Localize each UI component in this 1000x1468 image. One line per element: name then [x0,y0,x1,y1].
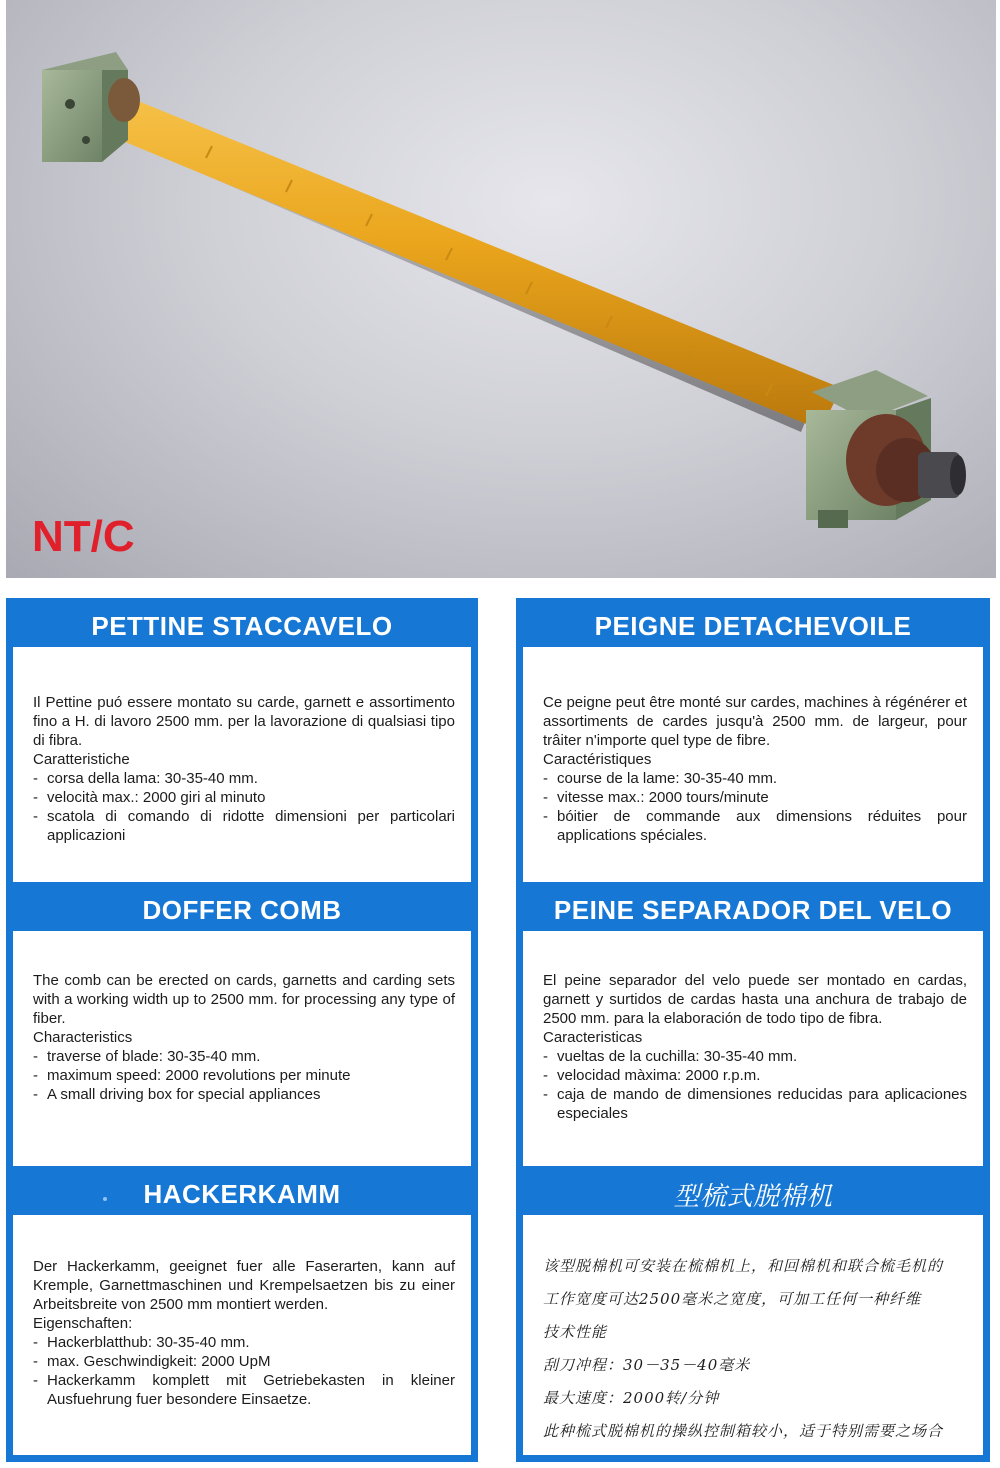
list-item: - velocidad màxima: 2000 r.p.m. [543,1066,967,1085]
list-item: - velocità max.: 2000 giri al minuto [33,788,455,807]
model-label: NT/C [32,512,135,561]
handwritten-line: 此种梳式脱棉机的操纵控制箱较小，适于特别需要之场合 [543,1422,944,1440]
panel-title: 型梳式脱棉机 [523,1173,983,1215]
decorative-dot [103,1197,107,1201]
panel-spanish [516,882,990,1174]
characteristics-heading: Caratteristiche [33,751,130,768]
left-bracket [42,52,140,162]
list-item: - A small driving box for special appliances [33,1085,455,1104]
list-item: - vueltas de la cuchilla: 30-35-40 mm. [543,1047,967,1066]
list-item: - Hackerkamm komplett mit Getriebekasten in kleiner Ausfuehrung fuer besondere Einsaetze. [33,1371,455,1409]
handwritten-line: 最大速度：2000转/分钟 [543,1389,720,1407]
list-item: - max. Geschwindigkeit: 2000 UpM [33,1352,455,1371]
panel-body [33,971,455,1104]
panel-italian [6,598,478,890]
panel-intro: Ce peigne peut être monté sur cardes, machines à régénérer et assortiments de cardes jusqu'à 2500 mm. de largeur, pour trâiter n'importe quel type de fibre. [543,694,967,749]
right-gearbox [806,370,966,528]
panel-title: HACKERKAMM [13,1173,471,1215]
characteristics-heading: Characteristics [33,1029,133,1046]
panel-intro: Il Pettine puó essere montato su carde, garnett e assortimento fino a H. di lavoro 2500 mm. per la lavorazione di qualsiasi tipo di fibra. [33,694,455,749]
panel-intro: The comb can be erected on cards, garnetts and carding sets with a working width up to 2500 mm. for processing any type of fiber. [33,972,455,1027]
list-item: - Hackerblatthub: 30-35-40 mm. [33,1333,455,1352]
panel-body [33,1257,455,1409]
characteristics-heading: Caractéristiques [543,751,652,768]
doffer-comb-illustration [6,0,996,578]
panel-chinese [516,1166,990,1462]
panel-english [6,882,478,1174]
list-item: - corsa della lama: 30-35-40 mm. [33,769,455,788]
yellow-tube [101,92,841,430]
list-item: - bóitier de commande aux dimensions réduites pour applications spéciales. [543,807,967,845]
characteristics-list [33,1333,455,1409]
characteristics-list [543,1047,967,1123]
characteristics-list [33,769,455,845]
panel-body [543,693,967,845]
panel-french [516,598,990,890]
panel-intro: El peine separador del velo puede ser montado en cardas, garnett y surtidos de cardas hasta una anchura de trabajo de 2500 mm. para la elaboración de todo tipo de fibra. [543,972,967,1027]
list-item: - maximum speed: 2000 revolutions per minute [33,1066,455,1085]
panel-body [543,971,967,1123]
characteristics-list [33,1047,455,1104]
characteristics-heading: Eigenschaften: [33,1315,133,1332]
handwritten-line: 刮刀冲程：30－35－40毫米 [543,1356,751,1374]
product-photo [6,0,996,578]
panel-german [6,1166,478,1462]
list-item: - caja de mando de dimensiones reducidas para aplicaciones especiales [543,1085,967,1123]
list-item: - vitesse max.: 2000 tours/minute [543,788,967,807]
list-item: - course de la lame: 30-35-40 mm. [543,769,967,788]
handwritten-line: 该型脱棉机可安装在梳棉机上，和回棉机和联合梳毛机的 [543,1257,944,1275]
handwritten-line: 技术性能 [543,1323,608,1341]
list-item: - traverse of blade: 30-35-40 mm. [33,1047,455,1066]
handwritten-line: 工作宽度可达2500毫米之宽度，可加工任何一种纤维 [543,1290,922,1308]
panel-title: PEINE SEPARADOR DEL VELO [523,889,983,931]
panel-title: PETTINE STACCAVELO [13,605,471,647]
panel-body [33,693,455,845]
characteristics-heading: Caracteristicas [543,1029,643,1046]
panel-title: PEIGNE DETACHEVOILE [523,605,983,647]
panel-title: DOFFER COMB [13,889,471,931]
characteristics-list [543,769,967,845]
panel-body [543,1257,967,1455]
list-item: - scatola di comando di ridotte dimensioni per particolari applicazioni [33,807,455,845]
panel-intro: Der Hackerkamm, geeignet fuer alle Faserarten, kann auf Kremple, Garnettmaschinen und Krempelsaetzen bis zu einer Arbeitsbreite von 2500 mm montiert werden. [33,1258,455,1313]
